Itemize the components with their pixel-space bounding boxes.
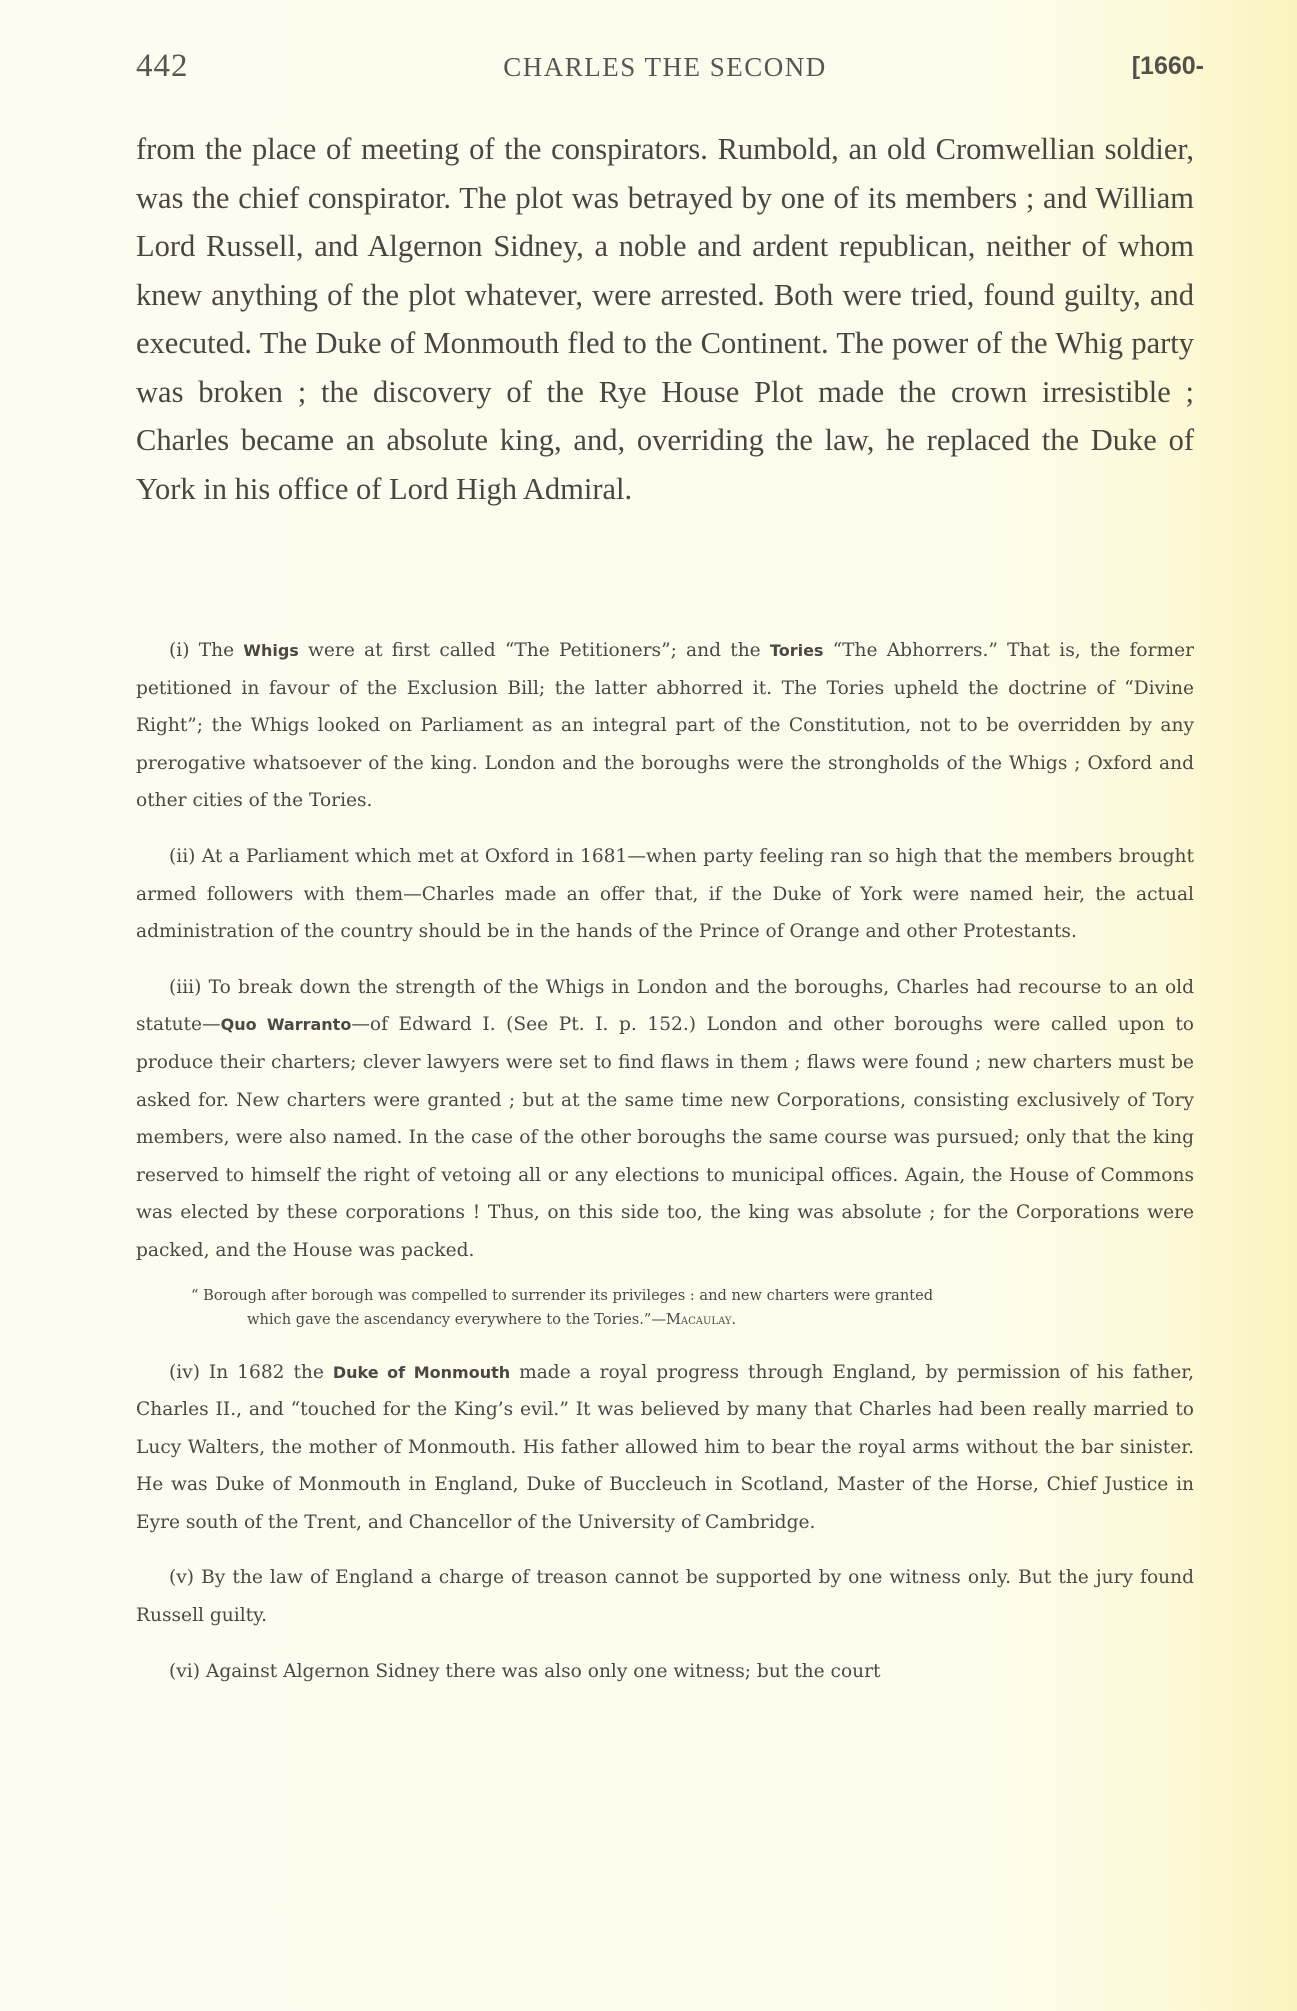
date-range: [1660- bbox=[1131, 52, 1204, 80]
running-head bbox=[136, 48, 1204, 88]
main-text bbox=[136, 125, 1194, 513]
notes-section bbox=[136, 632, 1194, 1708]
note-ii: (ii) At a Parliament which met at Oxford in 1681—when party feeling ran so high that the members brought armed followers with them—Charles made an offer that, if the Duke of York were named heir, the actual administration of the country should be in the hands of the Prince of Orange and other Protestants. bbox=[136, 845, 1195, 943]
running-title: CHARLES THE SECOND bbox=[503, 52, 827, 82]
note-iii: (iii) To break down the strength of the Whigs in London and the boroughs, Charles had recourse to an old statute—Quo Warranto—of Edward I. (See Pt. I. p. 152.) London and other boroughs were called upon to produce their charters; clever lawyers were set to find flaws in them ; flaws were found ; new charters must be asked for. New charters were granted ; but at the same time new Corporations, consisting exclusively of Tory members, were also named. In the case of the other boroughs the same course was pursued; only that the king reserved to himself the right of vetoing all or any elections to municipal offices. Again, the House of Commons was elected by these corporations ! Thus, on this side too, the king was absolute ; for the Corporations were packed, and the House was packed. bbox=[136, 976, 1194, 1261]
note-label: (i) bbox=[169, 640, 190, 661]
note-vi: (vi) Against Algernon Sidney there was also only one witness; but the court bbox=[169, 1660, 881, 1682]
note-label: (ii) bbox=[169, 845, 196, 867]
note-v: (v) By the law of England a charge of treason cannot be supported by one witness only. But the jury found Russell guilty. bbox=[136, 1567, 1194, 1627]
note-iv: (iv) In 1682 the Duke of Monmouth made a royal progress through England, by permission of his father, Charles II., and “touched for the King’s evil.” It was believed by many that Charles had been really married to Lucy Walters, the mother of Monmouth. His father allowed him to bear the royal arms without the bar sinister. He was Duke of Monmouth in England, Duke of Buccleuch in Scotland, Master of the Horse, Chief Justice in Eyre south of the Trent, and Chancellor of the University of Cambridge. bbox=[136, 1361, 1195, 1533]
term-tories: Tories bbox=[769, 641, 824, 660]
note-label: (v) bbox=[169, 1567, 195, 1589]
macaulay-quote: “ Borough after borough was compelled to surrender its privileges : and new charters were granted which gave the ascendancy everywhere to the Tories.”—Macaulay. bbox=[191, 1286, 934, 1328]
term-duke-of-monmouth: Duke of Monmouth bbox=[332, 1362, 511, 1382]
quote-author: Macaulay. bbox=[665, 1310, 737, 1328]
note-i: (i) The Whigs were at first called “The Petitioners”; and the Tories “The Abhorrers.” That is, the former petitioned in favour of the Exclusion Bill; the latter abhorred it. The Tories upheld the doctrine of “Divine Right”; the Whigs looked on Parliament as an integral part of the Constitution, not to be overridden by any prerogative whatsoever of the king. London and the boroughs were the strongholds of the Whigs ; Oxford and other cities of the Tories. bbox=[136, 640, 1195, 812]
page-number: 442 bbox=[136, 48, 189, 84]
note-label: (vi) bbox=[169, 1660, 200, 1682]
note-label: (iii) bbox=[169, 976, 202, 998]
term-whigs: Whigs bbox=[243, 641, 299, 660]
body-paragraph: from the place of meeting of the conspirators. Rumbold, an old Cromwellian soldier, was the chief conspirator. The plot was betrayed by one of its members ; and William Lord Russell, and Algernon Sidney, a noble and ardent republican, neither of whom knew anything of the plot whatever, were arrested. Both were tried, found guilty, and executed. The Duke of Monmouth fled to the Continent. The power of the Whig party was broken ; the discovery of the Rye House Plot made the crown irresistible ; Charles became an absolute king, and, overriding the law, he replaced the Duke of York in his office of Lord High Admiral. bbox=[136, 132, 1194, 506]
term-quo-warranto: Quo Warranto bbox=[220, 1015, 352, 1035]
note-label: (iv) bbox=[169, 1361, 200, 1383]
